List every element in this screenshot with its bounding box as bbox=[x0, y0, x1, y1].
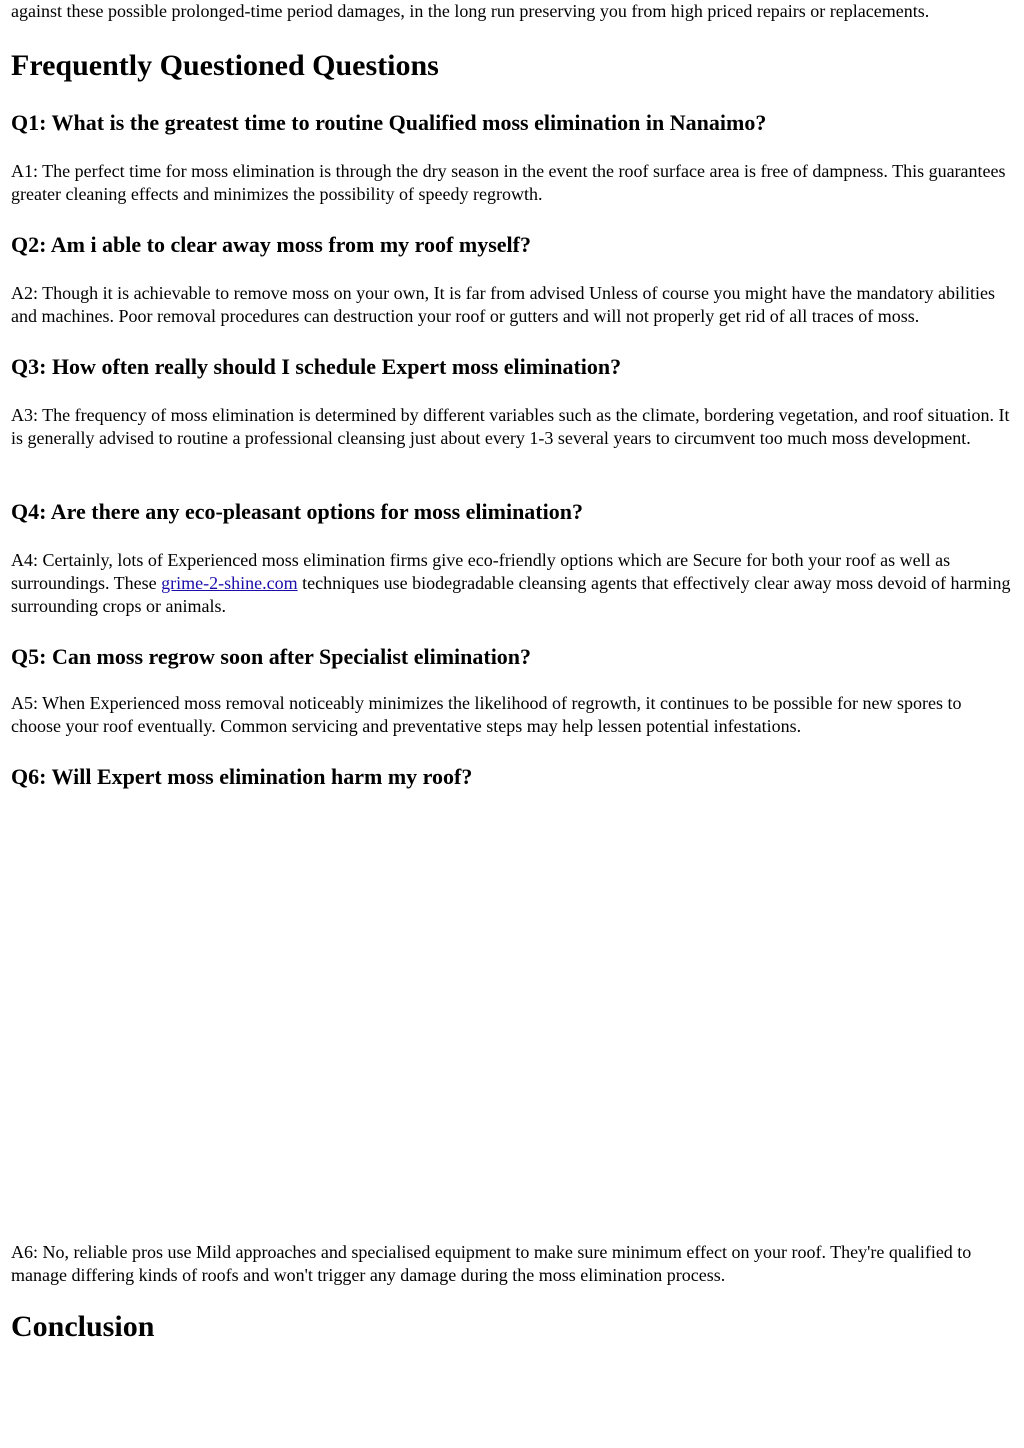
faq-question-6: Q6: Will Expert moss elimination harm my roof? bbox=[11, 764, 473, 789]
grime-2-shine-link[interactable]: grime-2-shine.com bbox=[161, 573, 298, 593]
faq-answer-4-before: A4: Certainly, lots of Experienced moss elimination firms give eco-friendly options which are Secure for both your roof as well as surroundings. These bbox=[11, 550, 951, 593]
faq-answer-1: A1: The perfect time for moss elimination is through the dry season in the event the roof surface area is free of dampness. This guarantees greater cleaning effects and minimizes the possibility of speedy regrowth. bbox=[11, 161, 1006, 204]
faq-answer-6: A6: No, reliable pros use Mild approaches and specialised equipment to make sure minimum effect on your roof. They're qualified to manage differing kinds of roofs and won't trigger any damage during the moss elimination process. bbox=[11, 1242, 972, 1285]
faq-question-1: Q1: What is the greatest time to routine Qualified moss elimination in Nanaimo? bbox=[11, 110, 767, 135]
intro-paragraph: against these possible prolonged-time period damages, in the long run preserving you from high priced repairs or replacements. bbox=[11, 1, 930, 21]
conclusion-heading: Conclusion bbox=[11, 1310, 155, 1343]
faq-answer-4 bbox=[11, 549, 1015, 618]
faq-question-5: Q5: Can moss regrow soon after Specialist elimination? bbox=[11, 644, 532, 669]
faq-question-2: Q2: Am i able to clear away moss from my roof myself? bbox=[11, 232, 531, 257]
faq-answer-4-after: techniques use biodegradable cleansing agents that effectively clear away moss devoid of harming surrounding crops or animals. bbox=[11, 573, 1011, 616]
faq-answer-3: A3: The frequency of moss elimination is determined by different variables such as the climate, bordering vegetation, and roof situation. It is generally advised to routine a professional cleansing just about every 1-3 several years to circumvent too much moss development. bbox=[11, 405, 1010, 448]
faq-question-4: Q4: Are there any eco-pleasant options for moss elimination? bbox=[11, 499, 583, 524]
faq-question-3: Q3: How often really should I schedule Expert moss elimination? bbox=[11, 354, 622, 379]
faq-heading: Frequently Questioned Questions bbox=[11, 49, 439, 82]
faq-answer-5: A5: When Experienced moss removal noticeably minimizes the likelihood of regrowth, it continues to be possible for new spores to choose your roof eventually. Common servicing and preventative steps may help lessen potential infestations. bbox=[11, 693, 962, 736]
faq-answer-2: A2: Though it is achievable to remove moss on your own, It is far from advised Unless of course you might have the mandatory abilities and machines. Poor removal procedures can destruction your roof or gutters and will not properly get rid of all traces of moss. bbox=[11, 283, 995, 326]
article bbox=[11, 0, 1015, 1345]
